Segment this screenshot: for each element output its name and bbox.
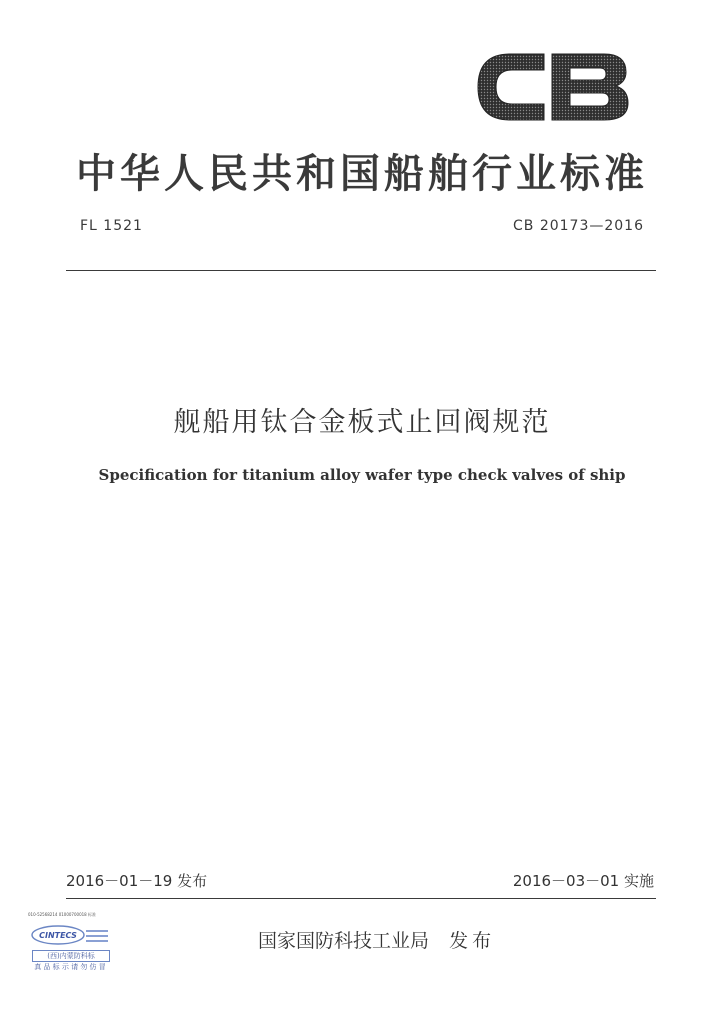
stamp-line-1: (西)内蒙防科标 <box>32 950 110 962</box>
cb-logo <box>474 46 632 128</box>
standard-number: CB 20173—2016 <box>513 218 644 234</box>
publisher-action: 发布 <box>449 930 496 952</box>
top-divider <box>66 270 656 271</box>
implementation-date: 2016－03－01 实施 <box>512 872 654 890</box>
publisher-row <box>258 926 495 953</box>
document-title-chinese: 舰船用钛合金板式止回阀规范 <box>173 407 551 438</box>
issue-date: 2016－01－19 发布 <box>66 872 208 890</box>
publisher-name: 国家国防科技工业局 <box>258 930 430 952</box>
stamp-logo-word: CINTECS <box>39 931 77 940</box>
logo-letter-b <box>552 54 628 120</box>
stamp-logo <box>30 922 110 948</box>
standard-title: 中华人民共和国船舶行业标准 <box>76 151 648 197</box>
authenticity-stamp <box>28 912 112 974</box>
stamp-line-2: 真 品 标 示 请 勿 仿 冒 <box>34 963 106 971</box>
stamp-code: 010-52568214 01000700018 标准 <box>28 912 96 917</box>
logo-letter-c <box>478 54 544 120</box>
bottom-divider <box>66 898 656 899</box>
document-title-english: Specification for titanium alloy wafer type check valves of ship <box>98 466 626 484</box>
classification-code: FL 1521 <box>80 218 143 234</box>
